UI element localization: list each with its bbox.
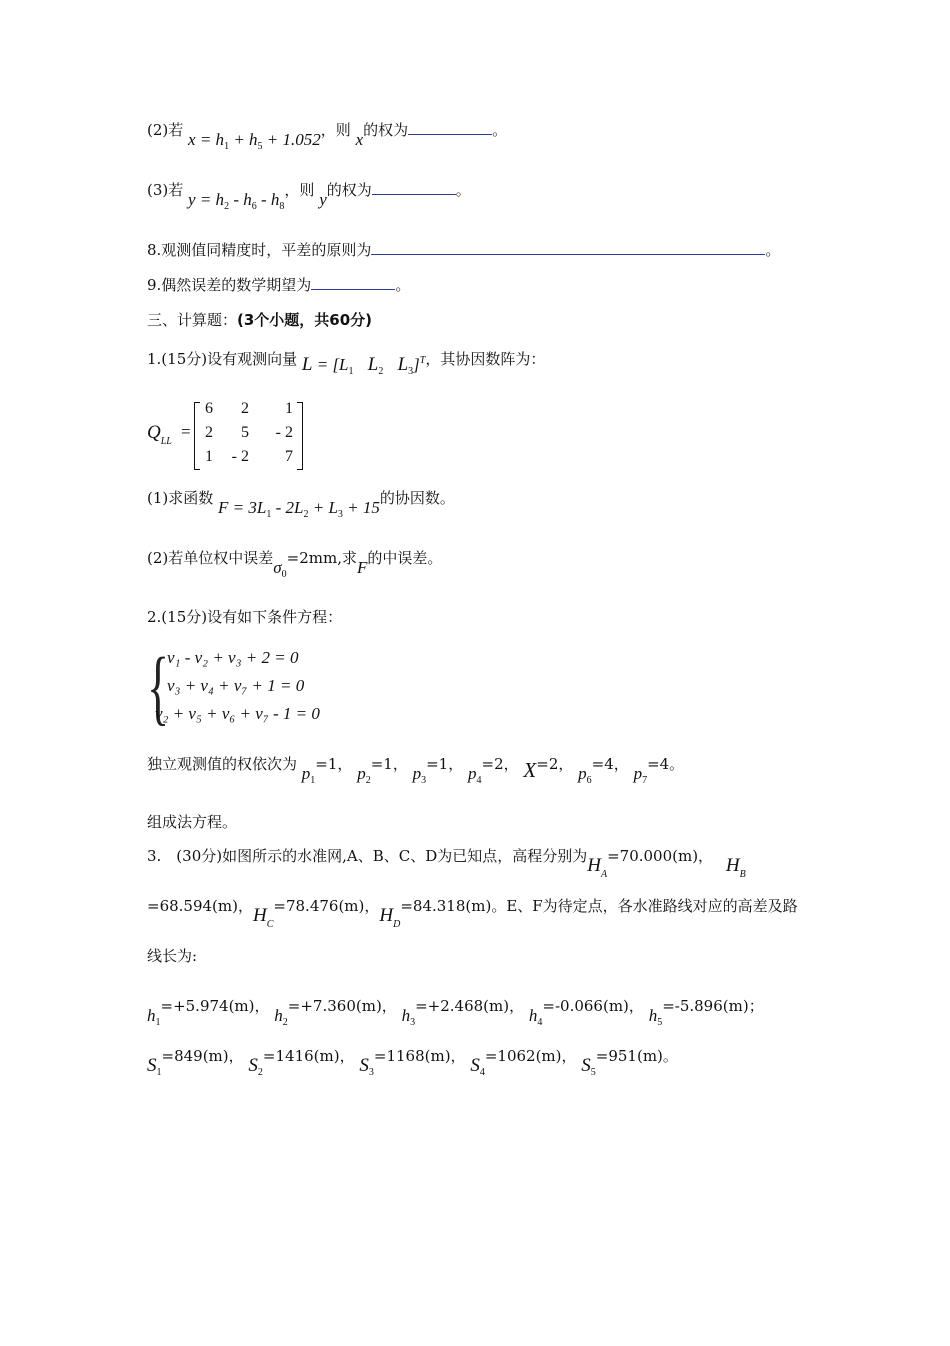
q3-end: 。 <box>455 181 471 199</box>
height-symbol: $H_D$ <box>379 905 401 930</box>
height-value: =78.476(m)， <box>273 897 380 915</box>
p1-intro-text: 1.(15分)设有观测向量 <box>147 350 298 368</box>
matrix-cell: - 2 <box>231 448 249 465</box>
matrix-cell: 5 <box>241 424 249 441</box>
s-symbol: $S_2$ <box>248 1055 263 1078</box>
weight-value: =1， <box>315 755 353 773</box>
q3-tail: 的权为 <box>326 181 372 199</box>
h-symbol: $h_3$ <box>401 1006 416 1028</box>
p1-sub2-mid: =2mm,求 <box>286 549 357 567</box>
h-value: =+5.974(m)， <box>160 997 270 1015</box>
s-symbol: $S_5$ <box>581 1055 596 1078</box>
h-value: =-5.896(m)； <box>662 997 764 1015</box>
section-heading <box>147 310 372 330</box>
weight-value: =4， <box>591 755 629 773</box>
p1-F-var: F <box>356 558 368 577</box>
route-lengths-line <box>147 1046 678 1078</box>
matrix-label: $Q_{LL}$ <box>147 422 172 447</box>
s-value: =849(m)， <box>161 1047 244 1065</box>
p1-sub1-tail: 的协因数。 <box>379 489 455 507</box>
q2-tail: 的权为 <box>363 121 409 139</box>
weight-symbol: $p_2$ <box>357 764 371 786</box>
h-symbol: $h_2$ <box>274 1006 288 1028</box>
matrix-cell: 1 <box>285 400 293 417</box>
matrix-cell: 7 <box>285 448 293 465</box>
p1-sigma: $\sigma_0$ <box>273 558 287 580</box>
weight-value: =1， <box>370 755 408 773</box>
matrix-cell: 1 <box>205 448 213 465</box>
q2-answer-blank[interactable] <box>408 120 492 135</box>
s-symbol: $S_1$ <box>147 1055 162 1078</box>
condition-equation: v₁ - v₂ + v₃ + 2 = 0 <box>167 648 299 667</box>
h-value: =+7.360(m)， <box>287 997 397 1015</box>
weight-symbol: $p_1$ <box>301 764 316 786</box>
q3-mid: ，则 <box>284 181 315 199</box>
equation-brace: { <box>147 641 170 734</box>
h-value: =-0.066(m)， <box>542 997 644 1015</box>
h-value: =+2.468(m)， <box>415 997 525 1015</box>
height-value: =70.000(m)， <box>607 847 714 865</box>
weight-symbol: $p_3$ <box>412 764 427 786</box>
height-differences-line <box>147 996 764 1028</box>
height-symbol: $H_A$ <box>587 855 608 880</box>
q8-end: 。 <box>765 241 781 259</box>
height-symbol: $H_C$ <box>252 905 274 930</box>
s-symbol: $S_3$ <box>359 1055 374 1078</box>
q8-text: 8.观测值同精度时，平差的原则为 <box>147 241 372 259</box>
p1-sub2-lead: (2)若单位权中误差 <box>147 549 274 567</box>
h-symbol: $h_4$ <box>528 1006 543 1028</box>
matrix-cell: 2 <box>241 400 249 417</box>
question-3-line <box>147 180 471 212</box>
p1-intro-tail: ，其协因数阵为： <box>425 350 546 368</box>
problem-2-intro: 2.(15分)设有如下条件方程： <box>147 608 343 626</box>
q2-mid: ，则 <box>320 121 351 139</box>
q2-lead: (2)若 <box>147 121 184 139</box>
q9-end: 。 <box>395 276 411 294</box>
s-value: =1416(m)， <box>262 1047 355 1065</box>
q3-var: y <box>319 190 327 209</box>
q2-var: x <box>355 130 364 149</box>
matrix-cell: 6 <box>205 400 213 417</box>
p3-intro: 3. (30分)如图所示的水准网,A、B、C、D为已知点，高程分别为 <box>147 847 588 865</box>
weight-symbol: $p_7$ <box>633 764 648 786</box>
problem-3-line-2 <box>147 896 798 930</box>
weight-value: =1， <box>426 755 464 773</box>
question-8-line <box>147 240 780 260</box>
q3-answer-blank[interactable] <box>372 180 456 195</box>
matrix-cell: - 2 <box>275 424 293 441</box>
q2-end: 。 <box>492 121 508 139</box>
s-value: =1168(m)， <box>373 1047 466 1065</box>
q9-answer-blank[interactable] <box>311 275 395 290</box>
weight-symbol: $p_6$ <box>578 764 592 786</box>
height-value: =68.594(m)， <box>147 897 253 915</box>
condition-equation: v₃ + v₄ + v₇ + 1 = 0 <box>167 676 305 695</box>
weight-symbol: $p_4$ <box>468 764 482 786</box>
h-symbol: $h_5$ <box>648 1006 663 1028</box>
q9-text: 9.偶然误差的数学期望为 <box>147 276 312 294</box>
problem-1-intro <box>147 345 545 376</box>
height-symbol: $H_B$ <box>725 855 746 880</box>
p1-function: $F = 3L_1 - 2L_2 + L_3 + 15$ <box>218 498 380 520</box>
matrix-equals: = <box>181 422 191 441</box>
q3-formula: $y = h_2 - h_6 - h_8$ <box>188 190 285 212</box>
problem-3-line-1 <box>147 846 746 880</box>
h-symbol: $h_1$ <box>147 1006 161 1028</box>
question-9-line <box>147 275 410 295</box>
problem-3-line-3: 线长为: <box>147 947 198 965</box>
weight-value: =4。 <box>647 755 685 773</box>
weights-lead: 独立观测值的权依次为 <box>147 755 298 773</box>
p1-sub2-tail: 的中误差。 <box>367 549 443 567</box>
weights-line <box>147 752 685 786</box>
weight-value: =2， <box>536 755 574 773</box>
q8-answer-blank[interactable] <box>371 240 765 255</box>
q3-lead: (3)若 <box>147 181 184 199</box>
problem-2-tail: 组成法方程。 <box>147 813 238 831</box>
matrix-cell: 2 <box>205 424 213 441</box>
s-value: =951(m)。 <box>595 1047 678 1065</box>
height-value: =84.318(m)。E、F为待定点，各水准路线对应的高差及路 <box>400 897 798 915</box>
s-symbol: $S_4$ <box>470 1055 485 1078</box>
question-2-line <box>147 120 508 152</box>
problem-1-part-1 <box>147 488 455 520</box>
condition-equation: v₂ + v₅ + v₆ + v₇ - 1 = 0 <box>155 704 320 723</box>
s-value: =1062(m)， <box>484 1047 577 1065</box>
section-prefix: 三、计算题： <box>147 311 238 329</box>
problem-1-part-2 <box>147 548 443 580</box>
p1-vector: $L = [L_1$ $L_2$ $L_3]^T$ <box>301 354 426 377</box>
matrix-right-bracket <box>297 402 303 470</box>
weight-symbol: X <box>523 758 537 782</box>
p1-sub1-lead: (1)求函数 <box>147 489 214 507</box>
section-score-note: (3个小题，共60分) <box>237 311 373 329</box>
q2-formula: $x = h_1 + h_5 + 1.052$ <box>188 130 321 152</box>
weight-value: =2， <box>481 755 519 773</box>
